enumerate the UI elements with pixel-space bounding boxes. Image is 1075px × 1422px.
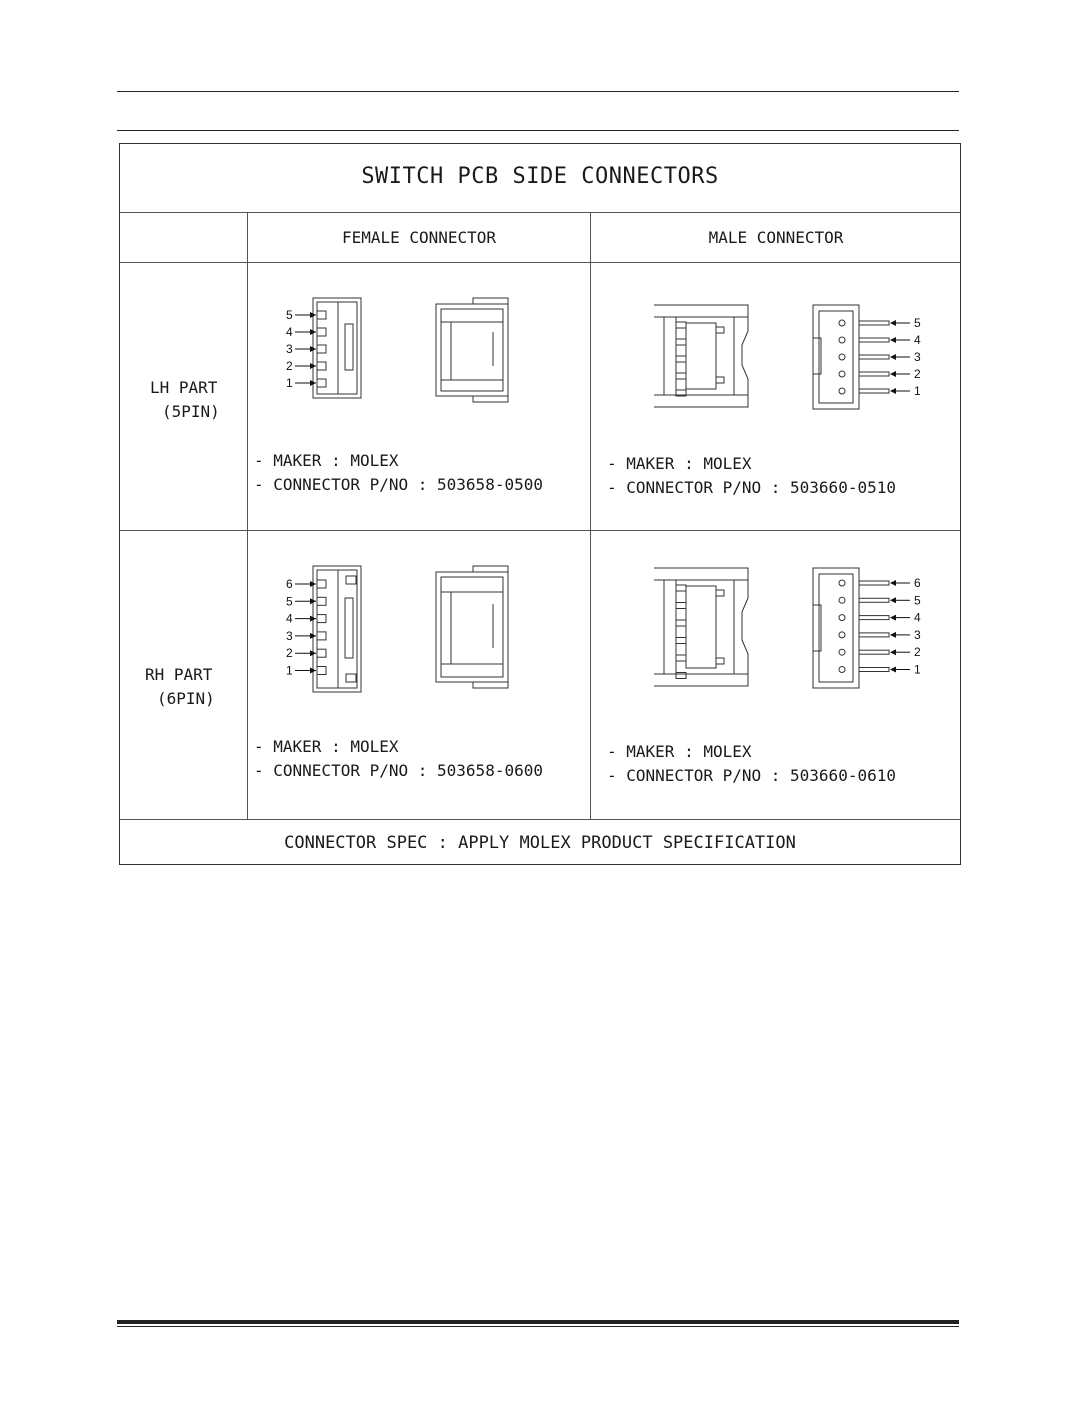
female-column-header: FEMALE CONNECTOR	[341, 228, 497, 247]
pin-contact	[839, 632, 845, 638]
divider	[590, 212, 591, 819]
divider	[120, 262, 960, 263]
pin-lead	[859, 616, 889, 620]
pin-slot	[676, 603, 686, 609]
pin-arrow	[890, 649, 896, 655]
pin-lead	[859, 633, 889, 637]
pin-arrow	[890, 615, 896, 621]
pin-contact	[839, 649, 845, 655]
pin-arrow	[890, 354, 896, 360]
pin-number-label: 2	[914, 645, 921, 660]
connector-spec-note: CONNECTOR SPEC : APPLY MOLEX PRODUCT SPECIFICATION	[284, 833, 796, 853]
lh-female-side-drawing	[433, 296, 513, 406]
pin-contact	[839, 388, 845, 394]
divider	[120, 819, 960, 820]
pin-number-label: 4	[914, 333, 921, 347]
pin-number-label: 1	[286, 663, 293, 678]
pin-number-label: 5	[914, 316, 921, 330]
pin-cavity	[317, 379, 326, 387]
pin-contact	[839, 354, 845, 360]
pin-cavity	[317, 615, 326, 623]
footer-rule-thick	[117, 1320, 959, 1324]
pin-lead	[859, 668, 889, 672]
pin-contact	[839, 337, 845, 343]
pin-cavity	[317, 311, 326, 319]
pin-arrow	[890, 597, 896, 603]
rh-female-maker: - MAKER : MOLEX	[254, 737, 399, 756]
pin-number-label: 5	[286, 308, 293, 322]
divider	[247, 212, 248, 819]
pin-lead	[859, 372, 889, 376]
pin-number-label: 5	[914, 593, 921, 608]
pin-arrow	[890, 337, 896, 343]
pin-slot	[676, 585, 686, 591]
pin-slot	[676, 620, 686, 626]
pin-slot	[676, 673, 686, 679]
pin-contact	[839, 320, 845, 326]
pin-cavity	[317, 580, 326, 588]
rh-male-side-drawing	[810, 565, 950, 690]
pin-lead	[859, 650, 889, 654]
pin-contact	[839, 597, 845, 603]
pin-number-label: 1	[914, 384, 921, 398]
pin-cavity	[317, 362, 326, 370]
divider	[120, 530, 960, 531]
pin-number-label: 2	[286, 646, 293, 661]
pin-lead	[859, 355, 889, 359]
pin-slot	[676, 638, 686, 644]
pin-number-label: 3	[286, 628, 293, 643]
pin-arrow	[890, 632, 896, 638]
pin-arrow	[890, 580, 896, 586]
pin-number-label: 3	[286, 342, 293, 356]
rh-pin-count-label: (6PIN)	[157, 689, 215, 708]
pin-number-label: 5	[286, 594, 293, 609]
rh-male-part-number: - CONNECTOR P/NO : 503660-0610	[607, 766, 896, 785]
rh-female-side-drawing	[433, 564, 513, 689]
pin-lead	[859, 581, 889, 585]
pin-slot	[676, 655, 686, 661]
pin-cavity	[317, 667, 326, 675]
header-rule-top	[117, 91, 959, 92]
pin-arrow	[890, 388, 896, 394]
connector-table	[119, 143, 961, 865]
pin-number-label: 4	[286, 611, 293, 626]
footer-rule-thin	[117, 1326, 959, 1327]
pin-number-label: 3	[914, 627, 921, 642]
pin-arrow	[890, 371, 896, 377]
lh-male-front-drawing	[650, 301, 755, 411]
lh-part-label: LH PART	[150, 378, 218, 397]
rh-male-maker: - MAKER : MOLEX	[607, 742, 752, 761]
pin-number-label: 6	[914, 576, 921, 590]
pin-contact	[839, 371, 845, 377]
pin-lead	[859, 389, 889, 393]
pin-cavity	[317, 597, 326, 605]
rh-female-part-number: - CONNECTOR P/NO : 503658-0600	[254, 761, 543, 780]
pin-number-label: 2	[286, 359, 293, 373]
header-rule-bottom	[117, 130, 959, 131]
pin-cavity	[317, 632, 326, 640]
pin-number-label: 2	[914, 367, 921, 381]
pin-lead	[859, 338, 889, 342]
pin-slot	[676, 339, 686, 345]
lh-male-maker: - MAKER : MOLEX	[607, 454, 752, 473]
lh-male-side-drawing	[810, 302, 950, 412]
lh-male-part-number: - CONNECTOR P/NO : 503660-0510	[607, 478, 896, 497]
lh-female-pin-labels	[286, 308, 326, 390]
lh-female-maker: - MAKER : MOLEX	[254, 451, 399, 470]
lh-pin-count-label: (5PIN)	[162, 402, 220, 421]
pin-lead	[859, 321, 889, 325]
pin-number-label: 4	[914, 610, 921, 625]
pin-contact	[839, 580, 845, 586]
rh-part-label: RH PART	[145, 665, 213, 684]
pin-number-label: 4	[286, 325, 293, 339]
pin-number-label: 6	[286, 577, 293, 591]
pin-slot	[676, 356, 686, 362]
pin-cavity	[317, 345, 326, 353]
pin-lead	[859, 598, 889, 602]
lh-female-front-drawing	[280, 294, 370, 404]
pin-number-label: 1	[914, 662, 921, 677]
divider	[120, 212, 960, 213]
male-column-header: MALE CONNECTOR	[708, 228, 844, 247]
pin-arrow	[890, 320, 896, 326]
pin-contact	[839, 667, 845, 673]
pin-arrow	[890, 667, 896, 673]
pin-number-label: 1	[286, 376, 293, 390]
pin-cavity	[317, 328, 326, 336]
pin-cavity	[317, 649, 326, 657]
pin-slot	[676, 322, 686, 328]
pin-slot	[676, 373, 686, 379]
rh-male-front-drawing	[650, 564, 755, 689]
table-title: SWITCH PCB SIDE CONNECTORS	[361, 164, 719, 189]
rh-female-front-drawing	[280, 562, 370, 692]
pin-contact	[839, 615, 845, 621]
pin-number-label: 3	[914, 350, 921, 364]
lh-female-part-number: - CONNECTOR P/NO : 503658-0500	[254, 475, 543, 494]
